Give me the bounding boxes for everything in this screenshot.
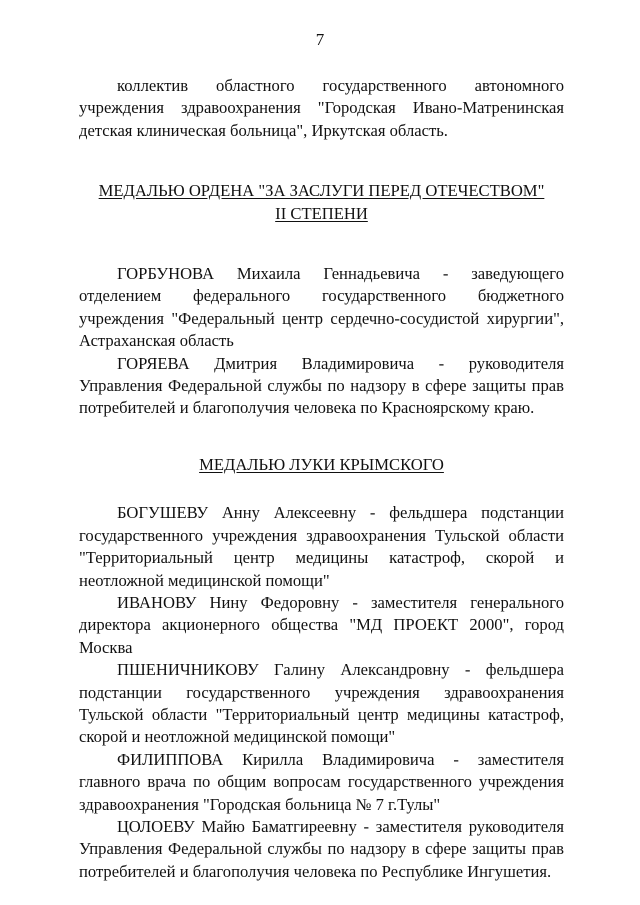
section-heading-line2: II СТЕПЕНИ (275, 203, 368, 223)
award-entry-bogusheva: БОГУШЕВУ Анну Алексеевну - фельдшера подстанции государственного учреждения здравоохранения Тульской области "Территориальный центр медицины катастроф, скорой и неотложной медицинской помощи" (79, 503, 564, 590)
section-heading-order-medal (79, 180, 564, 225)
award-entry-coloeva: ЦОЛОЕВУ Майю Баматгиреевну - заместителя руководителя Управления Федеральной службы по надзору в сфере защиты прав потребителей и благополучия человека по Республике Ингушетия. (79, 816, 564, 881)
document-body (79, 75, 564, 883)
section-heading-luka-medal: МЕДАЛЬЮ ЛУКИ КРЫМСКОГО (199, 454, 444, 474)
award-entry-pshenichnikova: ПШЕНИЧНИКОВУ Галину Александровну - фельдшера подстанции государственного учреждения здравоохранения Тульской области "Территориальный центр медицины катастроф, скорой и неотложной медицинской помощи" (79, 660, 564, 747)
award-entry-ivanova: ИВАНОВУ Нину Федоровну - заместителя генерального директора акционерного общества "МД ПРОЕКТ 2000", город Москва (79, 592, 564, 657)
section-heading-line1: МЕДАЛЬЮ ОРДЕНА "ЗА ЗАСЛУГИ ПЕРЕД ОТЕЧЕСТВОМ" (98, 181, 545, 201)
intro-paragraph: коллектив областного государственного автономного учреждения здравоохранения "Городская Ивано-Матренинская детская клиническая больница", Иркутская область. (79, 76, 564, 140)
award-entry-gorbunov: ГОРБУНОВА Михаила Геннадьевича - заведующего отделением федерального государственного бюджетного учреждения "Федеральный центр сердечно-сосудистой хирургии", Астраханская область (79, 264, 564, 351)
page-number: 7 (315, 30, 325, 49)
award-entry-goryaev: ГОРЯЕВА Дмитрия Владимировича - руководителя Управления Федеральной службы по надзору в сфере защиты прав потребителей и благополучия человека по Красноярскому краю. (79, 353, 564, 418)
award-entry-filippov: ФИЛИППОВА Кирилла Владимировича - заместителя главного врача по общим вопросам государственного учреждения здравоохранения "Городская больница № 7 г.Тулы" (79, 749, 564, 814)
